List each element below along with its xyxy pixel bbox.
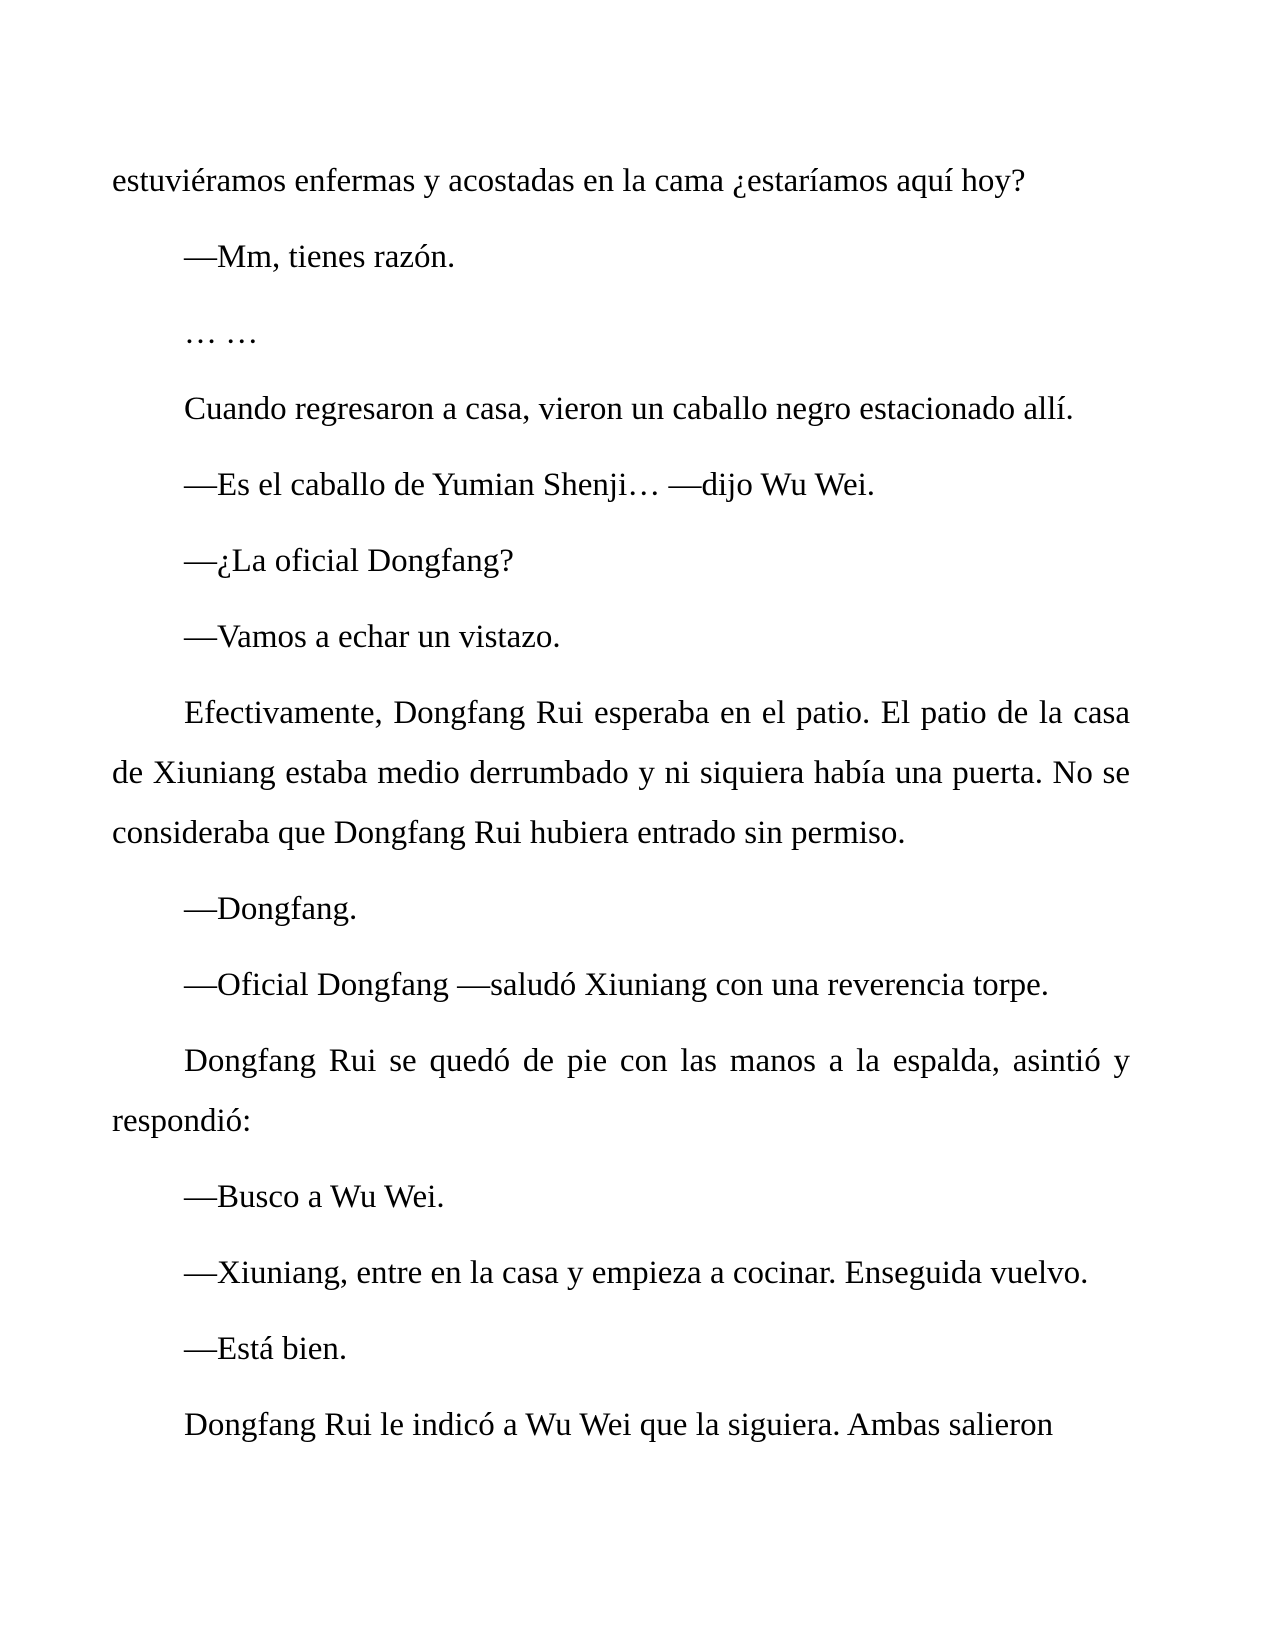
paragraph: —Mm, tienes razón. (184, 239, 456, 275)
paragraph: Dongfang Rui se quedó de pie con las manos a la espalda, asintió y respondió: (112, 1043, 1130, 1139)
paragraph: —Busco a Wu Wei. (184, 1179, 445, 1215)
paragraph: —¿La oficial Dongfang? (184, 543, 514, 579)
paragraph: —Xiuniang, entre en la casa y empieza a cocinar. Enseguida vuelvo. (184, 1255, 1089, 1291)
paragraph: —Dongfang. (184, 891, 358, 927)
paragraph: —Es el caballo de Yumian Shenji… —dijo Wu Wei. (184, 467, 876, 503)
paragraph: —Está bien. (184, 1331, 348, 1367)
paragraph: —Oficial Dongfang —saludó Xiuniang con una reverencia torpe. (184, 967, 1050, 1003)
body-text (112, 143, 1130, 1463)
paragraph: … … (184, 315, 259, 351)
paragraph: Dongfang Rui le indicó a Wu Wei que la siguiera. Ambas salieron (184, 1407, 1054, 1443)
paragraph: estuviéramos enfermas y acostadas en la cama ¿estaríamos aquí hoy? (112, 163, 1026, 199)
paragraph: Cuando regresaron a casa, vieron un caballo negro estacionado allí. (184, 391, 1074, 427)
paragraph: —Vamos a echar un vistazo. (184, 619, 561, 655)
paragraph: Efectivamente, Dongfang Rui esperaba en el patio. El patio de la casa de Xiuniang estaba medio derrumbado y ni siquiera había una puerta. No se consideraba que Dongfang Rui hubiera entrado sin permiso. (112, 695, 1130, 851)
